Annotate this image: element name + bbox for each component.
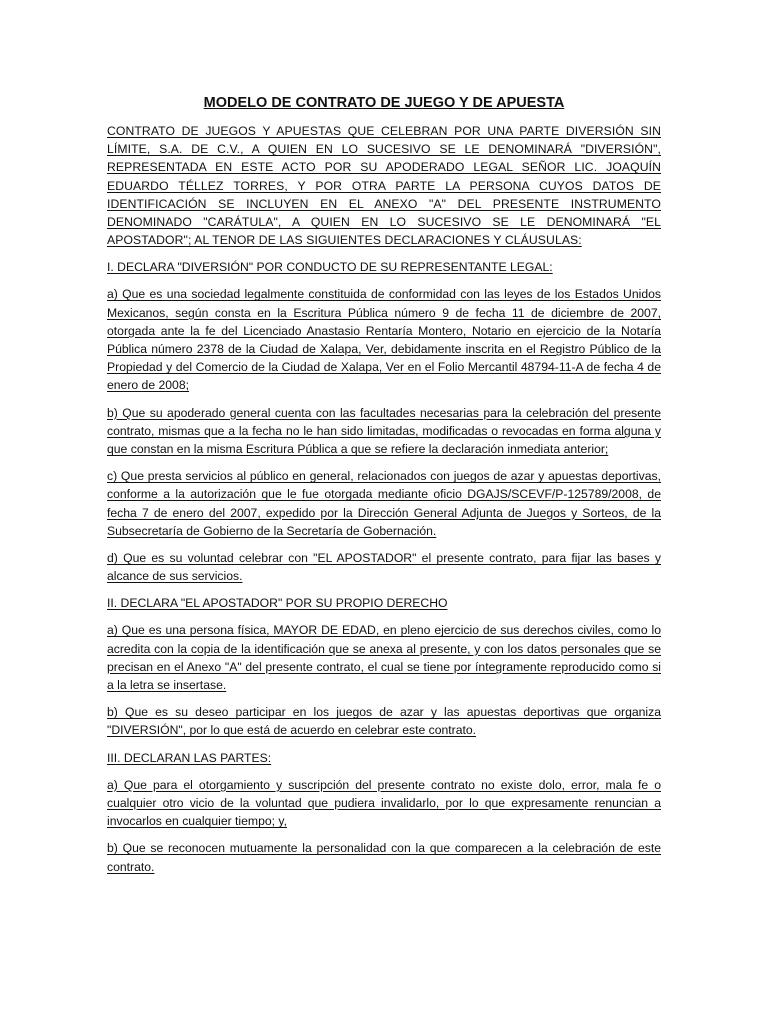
section-1-clause-a: a) Que es una sociedad legalmente constituida de conformidad con las leyes de los Estados Unidos Mexicanos, según consta en la Escritura Pública número 9 de fecha 11 de diciembre de 2007, otorgada ante la fe del Licenciado Anastasio Rentaría Montero, Notario en ejercicio de la Notaría Pública número 2378 de la Ciudad de Xalapa, Ver, debidamente inscrita en el Registro Público de la Propiedad y del Comercio de la Ciudad de Xalapa, Ver en el Folio Mercantil 48794-11-A de fecha 4 de enero de 2008; [107,287,661,393]
section-2-clause-b: b) Que es su deseo participar en los juegos de azar y las apuestas deportivas que organiza "DIVERSIÓN", por lo que está de acuerdo en celebrar este contrato. [107,705,661,738]
section-3-clause-a: a) Que para el otorgamiento y suscripción del presente contrato no existe dolo, error, mala fe o cualquier otro vicio de la voluntad que pudiera invalidarlo, por lo que expresamente renuncian a invocarlos en cualquier tiempo; y, [107,777,661,829]
section-1-clause-b: b) Que su apoderado general cuenta con las facultades necesarias para la celebración del presente contrato, mismas que a la fecha no le han sido limitadas, modificadas o revocadas en forma alguna y que constan en la misma Escritura Pública a que se refiere la declaración inmediata anterior; [107,405,661,457]
section-2-heading: II. DECLARA "EL APOSTADOR" POR SU PROPIO DERECHO [107,596,448,611]
document-page [107,94,661,885]
section-2-clause-a: a) Que es una persona física, MAYOR DE EDAD, en pleno ejercicio de sus derechos civiles, como lo acredita con la copia de la identificación que se anexa al presente, y con los datos personales que se precisan en el Anexo "A" del presente contrato, el cual se tiene por íntegramente reproducido como si a la letra se insertase. [107,623,661,693]
intro-paragraph: CONTRATO DE JUEGOS Y APUESTAS QUE CELEBRAN POR UNA PARTE DIVERSIÓN SIN LÍMITE, S.A. DE C.V., A QUIEN EN LO SUCESIVO SE LE DENOMINARÁ "DIVERSIÓN", REPRESENTADA EN ESTE ACTO POR SU APODERADO LEGAL SEÑOR LIC. JOAQUÍN EDUARDO TÉLLEZ TORRES, Y POR OTRA PARTE LA PERSONA CUYOS DATOS DE IDENTIFICACIÓN SE INCLUYEN EN EL ANEXO "A" DEL PRESENTE INSTRUMENTO DENOMINADO "CARÁTULA", A QUIEN EN LO SUCESIVO SE LE DENOMINARÁ "EL APOSTADOR"; AL TENOR DE LAS SIGUIENTES DECLARACIONES Y CLÁUSULAS: [107,124,661,248]
section-1-clause-d: d) Que es su voluntad celebrar con "EL APOSTADOR" el presente contrato, para fijar las bases y alcance de sus servicios. [107,551,661,584]
section-3-clause-b: b) Que se reconocen mutuamente la personalidad con la que comparecen a la celebración de este contrato. [107,841,661,874]
document-title: MODELO DE CONTRATO DE JUEGO Y DE APUESTA [203,95,565,111]
section-1-clause-c: c) Que presta servicios al público en general, relacionados con juegos de azar y apuestas deportivas, conforme a la autorización que le fue otorgada mediante oficio DGAJS/SCEVF/P-125789/2008, de fecha 7 de enero del 2007, expedido por la Dirección General Adjunta de Juegos y Sorteos, de la Subsecretaría de Gobierno de la Secretaría de Gobernación. [107,469,661,538]
section-3-heading: III. DECLARAN LAS PARTES: [107,750,272,765]
section-1-heading: I. DECLARA "DIVERSIÓN" POR CONDUCTO DE SU REPRESENTANTE LEGAL: [107,260,553,275]
